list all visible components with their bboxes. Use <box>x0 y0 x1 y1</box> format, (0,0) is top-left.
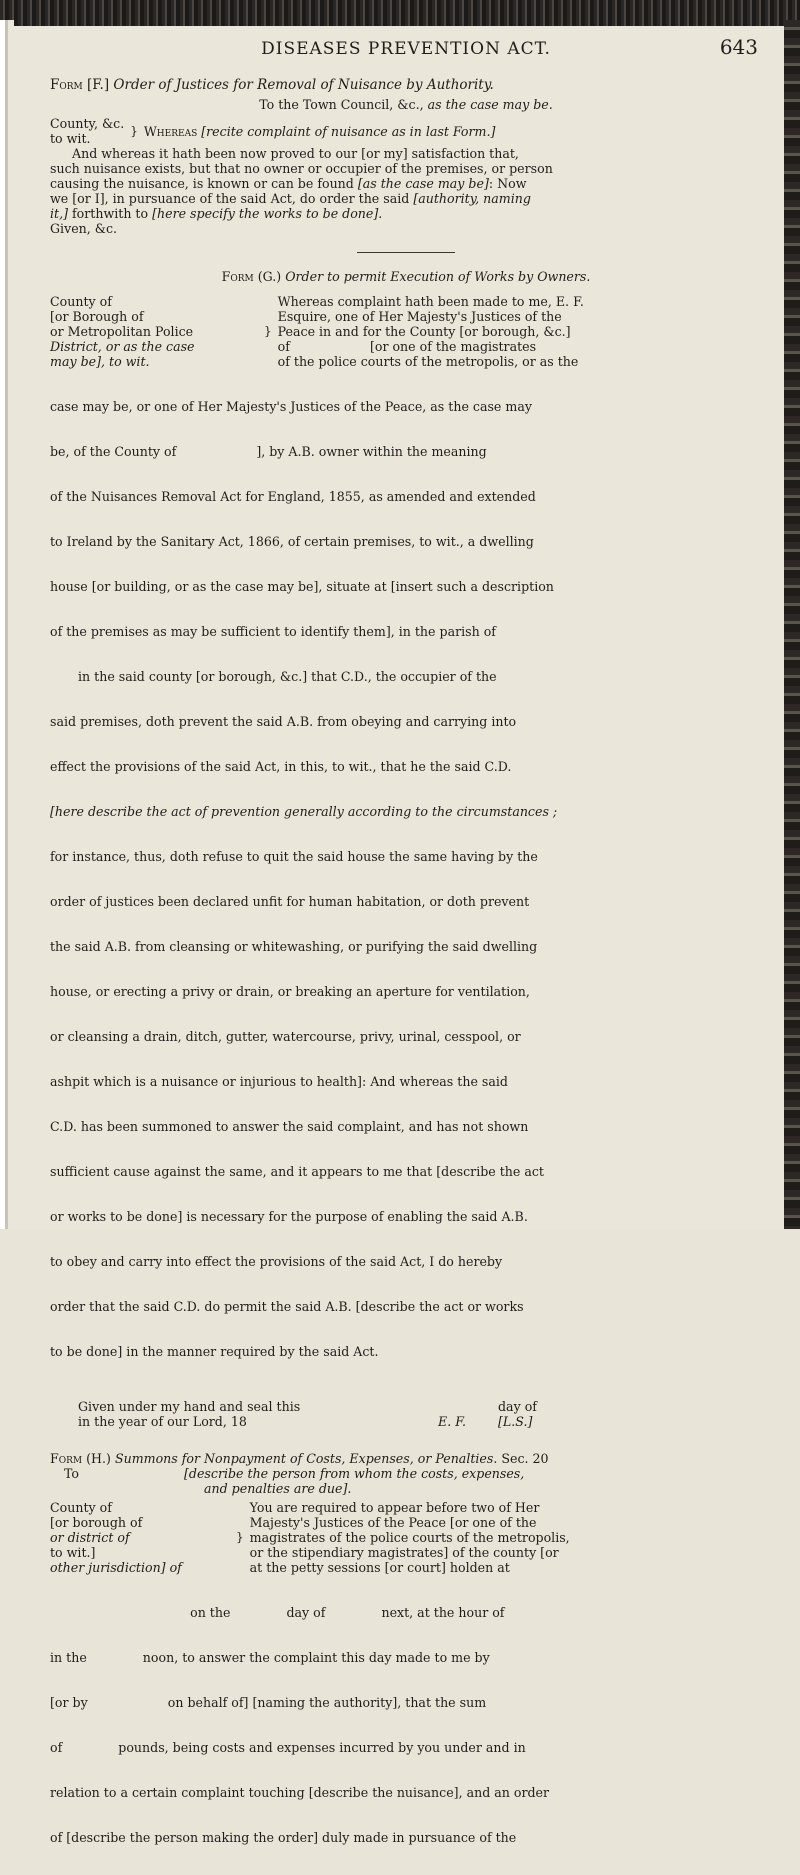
form-g-heading <box>50 269 762 284</box>
form-f-body: And whereas it hath been now proved to our [or my] satisfaction that, <box>72 146 519 161</box>
section-divider <box>357 252 455 253</box>
form-g-signature: Given under my hand and seal this day of in the year of our Lord, 18 E. F. [L.S.] <box>78 1399 537 1429</box>
form-g-label: Form (G.) <box>221 269 282 284</box>
form-g-recital: Whereas complaint hath been made to me, E. F. Esquire, one of Her Majesty's Justices of the Peace in and for the County [or borough, &c.] of [or one of the magistrates of the police courts of the metropolis, or as the <box>277 294 584 369</box>
form-f-county-block: County, &c. to wit. } Whereas [recite complaint of nuisance as in last Form.] <box>50 116 496 146</box>
form-h-county: County of [or borough of or district of to wit.] other jurisdiction] of <box>50 1500 182 1575</box>
form-h-section: Sec. 20 <box>501 1451 549 1466</box>
brace-symbol: } <box>264 324 272 338</box>
form-h-body: on the day of next, at the hour of in the noon, to answer the complaint this day made to me by [or by on behalf of] [naming the authority], that the sum of pounds, being costs and expenses incurred by you under and in relation to a certain complaint touching [describe the nuisance], and an order of [describe the person making the order] duly made in pursuance of the <box>50 1605 550 1845</box>
form-g-county-block <box>50 294 762 369</box>
brace-symbol: } <box>130 123 138 138</box>
form-f-title: Order of Justices for Removal of Nuisance by Authority. <box>113 77 494 93</box>
running-title: DISEASES PREVENTION ACT. <box>261 39 551 59</box>
form-h-county-block <box>50 1500 762 1575</box>
form-h-label: Form (H.) <box>50 1451 111 1466</box>
brace-symbol: } <box>236 1530 244 1544</box>
page-number: 643 <box>719 35 758 59</box>
form-f-addressee: To the Town Council, &c., as the case may be. <box>259 97 553 112</box>
page-content: DISEASES PREVENTION ACT. 643 Form [F.] Order of Justices for Removal of Nuisance by Authority. To the Town Council, &c., as the case may be. County, &c. to wit. } Whereas [recite complaint of nuisance as in last Form.] And whereas it hath been now proved to our [or my] satisfaction that, such nuisance exists, but that no owner or occupier of the premises, or person causing the nuisance, is known or can be found [as the case may be]: Now we [or I], in pursuance of the said Act, do order the said [authority, naming it,] forthwith to [here specify the works to be done]. Given, &c. Form (G.) Order to permit Execution of Works by Owners. County of [or Borough of or Metropolitan Police District, or as the case may be], to wit. } Whereas complaint hath been made to me, E. F. Esquire, one of Her Majesty's Justices of the Peace in and for the County [or borough, &c.] of [or one of the magistrates of the police courts of the metropolis, or as the case may be, or one of Her Majesty's Justices of the Peace, as the case may be, of the County of ], by A.B. owner within the meaning of the Nuisances Removal Act for England, 1855, as amended and extended to Ireland by the Sanitary Act, 1866, of certain premises, to wit., a dwelling house [or building, or as the case may be], situate at [insert such a description of the premises as may be sufficient to identify them], in the parish of in the said county [or borough, &c.] that C.D., the occupier of the said premises, doth prevent the said A.B. from obeying and carrying into effect the provisions of the said Act, in this, to wit., that he the said C.D. [here describe the act of prevention generally according to the circumstances ; for instance, thus, doth refuse to quit the said house the same having by the order of justices been declared unfit for human habitation, or doth prevent the said A.B. from cleansing or whitewashing, or purifying the said dwelling house, or erecting a privy or drain, or breaking an aperture for ventilation, or cleansing a drain, ditch, gutter, watercourse, privy, urinal, cesspool, or ashpit which is a nuisance or injurious to health]: And whereas the said C.D. has been summoned to answer the said complaint, and has not shown sufficient cause against the same, and it appears to me that [describe the act or works to be done] is necessary for the purpose of enabling the said A.B. to obey and carry into effect the provisions of the said Act, I do hereby order that the said C.D. do permit the said A.B. [describe the act or works to be done] in the manner required by the said Act. Given under my hand and seal this day of in the year of our Lord, 18 E. F. [L.S.] Form (H.) Summons for Nonpayment of Costs, Expenses, or Penalties. Sec. 20 To [describe the person from whom the costs, expenses, and penalties are due]. County of [or borough of or district of to wit.] other jurisdiction] of } You are required to appear before two of Her Majesty's Justices of the Peace [or one of the magistrates of the police courts of the metropolis, or the stipendiary magistrates] of the county [or at the petty sessions [or court] holden at on the day of next, at the hour of in the noon, to answer the complaint this day made to me by [or by on behalf of] [naming the authority], that the sum of pounds, being costs and expenses incurred by you under and in relation to a certain complaint touching [describe the nuisance], and an order of [describe the person making the order] duly made in pursuance of the <box>50 38 762 1875</box>
page-header <box>50 35 762 72</box>
page-right-edge <box>784 20 800 1229</box>
form-g-county: County of [or Borough of or Metropolitan Police District, or as the case may be], to wit. <box>50 294 195 369</box>
form-f-county: County, &c. to wit. <box>50 116 125 146</box>
page-top-edge <box>0 0 800 26</box>
form-h-recital: You are required to appear before two of Her Majesty's Justices of the Peace [or one of the magistrates of the police courts of the metropolis, or the stipendiary magistrates] of the county [or at the petty sessions [or court] holden at <box>249 1500 570 1575</box>
form-f-label: Form [F.] <box>50 77 110 93</box>
binding-margin <box>0 20 14 1229</box>
form-h-addressee: To [describe the person from whom the costs, expenses, and penalties are due]. <box>64 1466 525 1496</box>
form-f-given: Given, &c. <box>50 221 118 236</box>
form-f-heading <box>50 78 762 93</box>
form-g-title: Order to permit Execution of Works by Owners. <box>285 269 591 284</box>
form-h-heading <box>50 1451 762 1466</box>
form-g-body: case may be, or one of Her Majesty's Justices of the Peace, as the case may be, of the County of ], by A.B. owner within the meaning of the Nuisances Removal Act for England, 1855, as amended and extended to Ireland by the Sanitary Act, 1866, of certain premises, to wit., a dwelling house [or building, or as the case may be], situate at [insert such a description of the premises as may be sufficient to identify them], in the parish of in the said county [or borough, &c.] that C.D., the occupier of the said premises, doth prevent the said A.B. from obeying and carrying into effect the provisions of the said Act, in this, to wit., that he the said C.D. [here describe the act of prevention generally according to the circumstances ; for instance, thus, doth refuse to quit the said house the same having by the order of justices been declared unfit for human habitation, or doth prevent the said A.B. from cleansing or whitewashing, or purifying the said dwelling house, or erecting a privy or drain, or breaking an aperture for ventilation, or cleansing a drain, ditch, gutter, watercourse, privy, urinal, cesspool, or ashpit which is a nuisance or injurious to health]: And whereas the said C.D. has been summoned to answer the said complaint, and has not shown sufficient cause against the same, and it appears to me that [describe the act or works to be done] is necessary for the purpose of enabling the said A.B. to obey and carry into effect the provisions of the said Act, I do hereby order that the said C.D. do permit the said A.B. [describe the act or works to be done] in the manner required by the said Act. <box>50 399 558 1359</box>
form-h-title: Summons for Nonpayment of Costs, Expenses, or Penalties. <box>114 1451 498 1466</box>
